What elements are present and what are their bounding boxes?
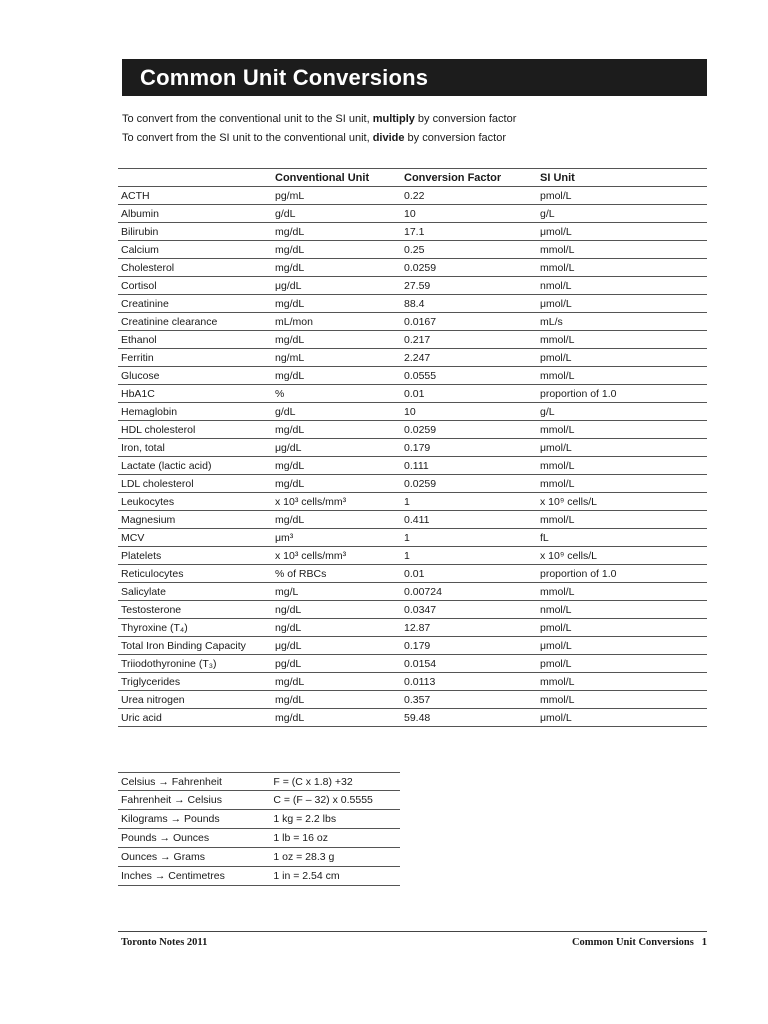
table-row bbox=[118, 313, 707, 331]
table-row bbox=[118, 385, 707, 403]
table-row bbox=[118, 637, 707, 655]
intro-text bbox=[122, 114, 707, 152]
table-cell: Testosterone bbox=[121, 603, 182, 616]
table-cell: g/dL bbox=[275, 207, 296, 220]
table-cell: mg/dL bbox=[275, 675, 305, 688]
table-cell: x 10⁹ cells/L bbox=[540, 495, 598, 508]
table-cell: 0.357 bbox=[404, 693, 431, 706]
table-row bbox=[118, 475, 707, 493]
table-header-cell: Conversion Factor bbox=[404, 171, 502, 184]
table-cell: mg/dL bbox=[275, 243, 305, 256]
table-cell: μg/dL bbox=[275, 279, 302, 292]
footer-divider bbox=[118, 931, 707, 932]
table-cell: μmol/L bbox=[540, 225, 572, 238]
table-cell: 0.0555 bbox=[404, 369, 437, 382]
footer-section bbox=[572, 937, 707, 948]
table-header-row bbox=[118, 168, 707, 187]
table-cell: μmol/L bbox=[540, 297, 572, 310]
table-cell: 1 bbox=[404, 531, 410, 544]
table-cell: mg/dL bbox=[275, 459, 305, 472]
table-cell: Uric acid bbox=[121, 711, 162, 724]
conversion-formula: 1 kg = 2.2 lbs bbox=[273, 813, 337, 825]
table-cell: 88.4 bbox=[404, 297, 425, 310]
table-cell: ng/mL bbox=[275, 351, 305, 364]
intro-emphasis: multiply bbox=[372, 113, 415, 125]
table-row bbox=[118, 493, 707, 511]
table-row bbox=[118, 403, 707, 421]
conversion-formula: F = (C x 1.8) +32 bbox=[273, 775, 353, 788]
table-row bbox=[118, 709, 707, 727]
table-cell: 10 bbox=[404, 405, 416, 418]
table-cell: Cholesterol bbox=[121, 261, 175, 274]
conversion-row bbox=[118, 791, 400, 810]
table-cell: 17.1 bbox=[404, 225, 425, 238]
intro-text-part: To convert from the SI unit to the conventional unit, bbox=[122, 132, 373, 144]
conversion-row bbox=[118, 772, 400, 791]
table-cell: % bbox=[275, 387, 285, 400]
table-cell: mg/dL bbox=[275, 333, 305, 346]
table-cell: Glucose bbox=[121, 369, 160, 382]
table-cell: μm³ bbox=[275, 531, 294, 544]
table-cell: 12.87 bbox=[404, 621, 431, 634]
table-row bbox=[118, 205, 707, 223]
table-cell: 10 bbox=[404, 207, 416, 220]
page-title: Common Unit Conversions bbox=[140, 65, 429, 90]
table-cell: Leukocytes bbox=[121, 495, 175, 508]
conversion-label: Inches → Centimetres bbox=[121, 870, 225, 882]
conversion-row bbox=[118, 829, 400, 848]
conversion-row bbox=[118, 810, 400, 829]
intro-text-part: by conversion factor bbox=[404, 132, 506, 144]
table-row bbox=[118, 241, 707, 259]
table-row bbox=[118, 367, 707, 385]
table-cell: ng/dL bbox=[275, 621, 302, 634]
table-cell: Lactate (lactic acid) bbox=[121, 459, 212, 472]
table-cell: pg/dL bbox=[275, 657, 302, 670]
table-cell: mmol/L bbox=[540, 459, 575, 472]
table-row bbox=[118, 439, 707, 457]
table-cell: Creatinine clearance bbox=[121, 315, 218, 328]
table-cell: pmol/L bbox=[540, 189, 572, 202]
table-cell: 27.59 bbox=[404, 279, 431, 292]
table-cell: mg/dL bbox=[275, 423, 305, 436]
table-cell: 59.48 bbox=[404, 711, 431, 724]
table-cell: fL bbox=[540, 531, 549, 544]
table-cell: mg/dL bbox=[275, 261, 305, 274]
table-cell: 0.0154 bbox=[404, 657, 437, 670]
table-cell: μmol/L bbox=[540, 639, 572, 652]
table-cell: mg/dL bbox=[275, 693, 305, 706]
table-cell: 0.411 bbox=[404, 513, 430, 526]
conversion-formula: 1 in = 2.54 cm bbox=[273, 870, 340, 882]
table-header-cell: Conventional Unit bbox=[275, 171, 370, 184]
table-cell: mmol/L bbox=[540, 675, 575, 688]
table-cell: 0.01 bbox=[404, 387, 425, 400]
table-cell: mmol/L bbox=[540, 693, 575, 706]
table-cell: g/L bbox=[540, 405, 555, 418]
table-cell: mmol/L bbox=[540, 369, 575, 382]
table-cell: Thyroxine (T₄) bbox=[121, 621, 188, 634]
conversion-formula: 1 lb = 16 oz bbox=[273, 832, 328, 844]
table-cell: Bilirubin bbox=[121, 225, 159, 238]
table-row bbox=[118, 259, 707, 277]
table-cell: μg/dL bbox=[275, 441, 302, 454]
footer-source: Toronto Notes 2011 bbox=[121, 937, 208, 948]
table-row bbox=[118, 601, 707, 619]
table-cell: Albumin bbox=[121, 207, 159, 220]
table-cell: ng/dL bbox=[275, 603, 302, 616]
conversion-row bbox=[118, 848, 400, 867]
table-row bbox=[118, 691, 707, 709]
table-cell: 0.0347 bbox=[404, 603, 437, 616]
table-cell: mg/dL bbox=[275, 513, 305, 526]
conversion-formula: C = (F – 32) x 0.5555 bbox=[273, 794, 373, 806]
intro-line-multiply bbox=[122, 114, 707, 125]
table-cell: 0.0259 bbox=[404, 423, 437, 436]
table-row bbox=[118, 421, 707, 439]
table-cell: 0.0259 bbox=[404, 261, 437, 274]
conversion-table bbox=[118, 168, 707, 727]
conversion-label: Pounds → Ounces bbox=[121, 832, 210, 844]
table-cell: μmol/L bbox=[540, 441, 572, 454]
table-cell: 0.0113 bbox=[404, 675, 436, 688]
table-cell: Ethanol bbox=[121, 333, 157, 346]
table-cell: g/L bbox=[540, 207, 555, 220]
table-cell: Reticulocytes bbox=[121, 567, 184, 580]
table-cell: mL/mon bbox=[275, 315, 313, 328]
table-row bbox=[118, 223, 707, 241]
table-cell: mmol/L bbox=[540, 333, 575, 346]
conversion-label: Kilograms → Pounds bbox=[121, 813, 220, 825]
table-cell: 0.22 bbox=[404, 189, 425, 202]
table-cell: Salicylate bbox=[121, 585, 166, 598]
table-cell: 0.01 bbox=[404, 567, 425, 580]
table-cell: mg/dL bbox=[275, 711, 305, 724]
table-row bbox=[118, 565, 707, 583]
conversion-formula: 1 oz = 28.3 g bbox=[273, 851, 335, 863]
table-cell: Triiodothyronine (T₃) bbox=[121, 657, 217, 670]
table-cell: mg/L bbox=[275, 585, 299, 598]
intro-line-divide bbox=[122, 133, 707, 144]
table-row bbox=[118, 295, 707, 313]
table-cell: mg/dL bbox=[275, 225, 305, 238]
table-cell: 0.111 bbox=[404, 459, 429, 472]
table-cell: 0.179 bbox=[404, 639, 431, 652]
table-cell: 1 bbox=[404, 495, 410, 508]
intro-emphasis: divide bbox=[372, 132, 405, 144]
table-cell: mg/dL bbox=[275, 477, 305, 490]
intro-text-part: To convert from the conventional unit to the SI unit, bbox=[122, 113, 373, 125]
table-cell: LDL cholesterol bbox=[121, 477, 194, 490]
table-cell: mmol/L bbox=[540, 243, 575, 256]
table-cell: 0.25 bbox=[404, 243, 425, 256]
table-cell: Iron, total bbox=[121, 441, 165, 454]
conversion-label: Fahrenheit → Celsius bbox=[121, 794, 222, 806]
table-cell: mmol/L bbox=[540, 513, 575, 526]
table-header-cell: SI Unit bbox=[540, 171, 575, 184]
table-cell: μmol/L bbox=[540, 711, 572, 724]
conversion-label: Ounces → Grams bbox=[121, 851, 206, 863]
conversion-row bbox=[118, 867, 400, 886]
table-cell: mmol/L bbox=[540, 423, 575, 436]
page-number: 1 bbox=[701, 937, 707, 948]
table-cell: mmol/L bbox=[540, 477, 575, 490]
table-cell: Creatinine bbox=[121, 297, 169, 310]
table-cell: % of RBCs bbox=[275, 567, 327, 580]
table-cell: mL/s bbox=[540, 315, 563, 328]
table-cell: mmol/L bbox=[540, 261, 575, 274]
table-cell: Total Iron Binding Capacity bbox=[121, 639, 246, 652]
table-cell: proportion of 1.0 bbox=[540, 567, 617, 580]
table-cell: pmol/L bbox=[540, 351, 572, 364]
table-cell: proportion of 1.0 bbox=[540, 387, 617, 400]
table-row bbox=[118, 529, 707, 547]
table-cell: pmol/L bbox=[540, 657, 572, 670]
footer-section-title: Common Unit Conversions bbox=[571, 937, 694, 948]
table-cell: mmol/L bbox=[540, 585, 575, 598]
table-row bbox=[118, 349, 707, 367]
table-row bbox=[118, 583, 707, 601]
table-cell: mg/dL bbox=[275, 297, 305, 310]
table-cell: mg/dL bbox=[275, 369, 305, 382]
table-cell: Calcium bbox=[121, 243, 159, 256]
table-cell: HbA1C bbox=[121, 387, 155, 400]
table-row bbox=[118, 655, 707, 673]
table-row bbox=[118, 187, 707, 205]
table-row bbox=[118, 457, 707, 475]
table-row bbox=[118, 547, 707, 565]
table-cell: 1 bbox=[404, 549, 410, 562]
table-cell: nmol/L bbox=[540, 603, 572, 616]
table-row bbox=[118, 511, 707, 529]
table-cell: 0.00724 bbox=[404, 585, 442, 598]
table-cell: 0.0259 bbox=[404, 477, 437, 490]
table-cell: 0.179 bbox=[404, 441, 431, 454]
table-cell: pg/mL bbox=[275, 189, 305, 202]
table-cell: x 10⁹ cells/L bbox=[540, 549, 598, 562]
measurement-conversions-table bbox=[118, 772, 400, 886]
table-cell: pmol/L bbox=[540, 621, 572, 634]
table-cell: MCV bbox=[121, 531, 145, 544]
title-bar bbox=[122, 59, 707, 96]
table-row bbox=[118, 331, 707, 349]
table-cell: Ferritin bbox=[121, 351, 154, 364]
table-row bbox=[118, 619, 707, 637]
table-cell: nmol/L bbox=[540, 279, 572, 292]
table-cell: 0.0167 bbox=[404, 315, 437, 328]
table-cell: Magnesium bbox=[121, 513, 176, 526]
table-cell: 2.247 bbox=[404, 351, 431, 364]
table-cell: g/dL bbox=[275, 405, 296, 418]
table-cell: Platelets bbox=[121, 549, 162, 562]
table-cell: Triglycerides bbox=[121, 675, 181, 688]
table-row bbox=[118, 277, 707, 295]
table-cell: μg/dL bbox=[275, 639, 302, 652]
table-cell: x 10³ cells/mm³ bbox=[275, 549, 347, 562]
table-row bbox=[118, 673, 707, 691]
table-cell: Hemaglobin bbox=[121, 405, 178, 418]
table-cell: 0.217 bbox=[404, 333, 431, 346]
intro-text-part: by conversion factor bbox=[414, 113, 517, 125]
conversion-label: Celsius → Fahrenheit bbox=[121, 775, 222, 788]
table-cell: x 10³ cells/mm³ bbox=[275, 495, 347, 508]
table-cell: Urea nitrogen bbox=[121, 693, 185, 706]
table-cell: HDL cholesterol bbox=[121, 423, 196, 436]
table-cell: ACTH bbox=[121, 189, 150, 202]
table-cell: Cortisol bbox=[121, 279, 157, 292]
